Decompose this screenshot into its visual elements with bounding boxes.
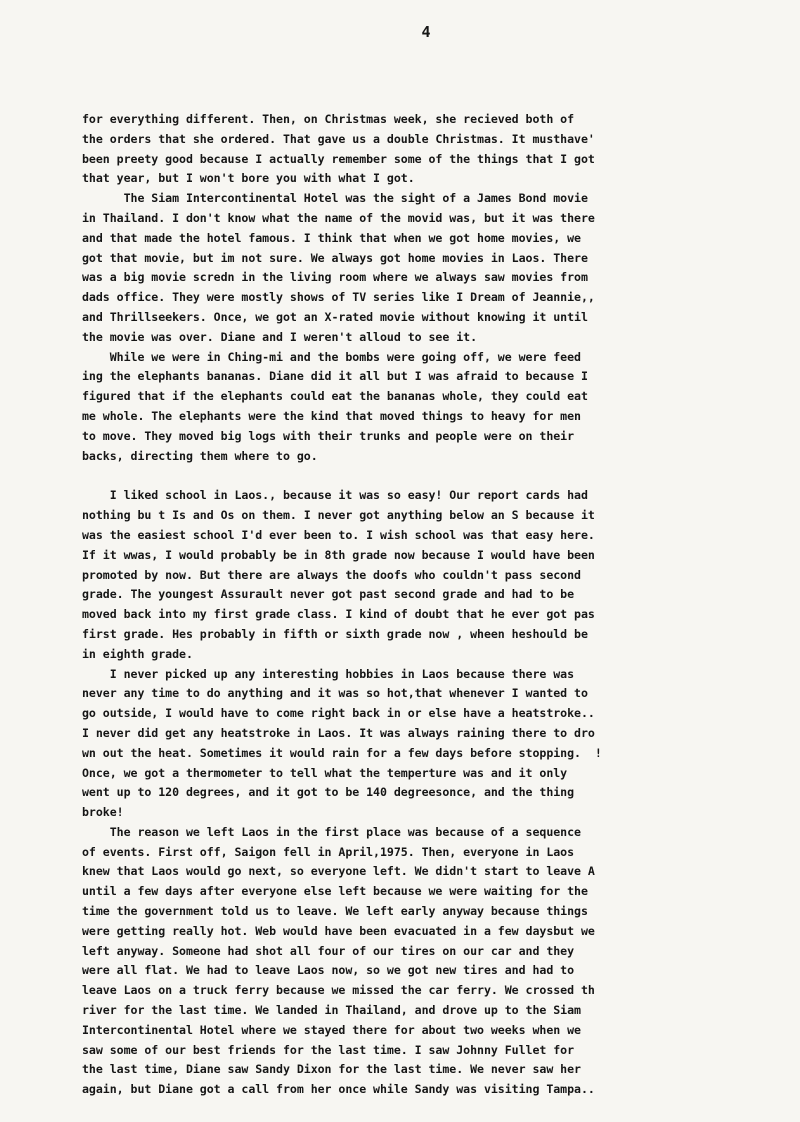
paragraph-school-in-laos: I liked school in Laos., because it was so easy! Our report cards had nothing bu t Is and Os on them. I never got anything below an S because it was the easiest school I'd ever been to. I wish school was that easy here. If it wwas, I would probably be in 8th grade now because I would have been promoted by now. But there are always the doofs who couldn't pass second grade. The youngest Assurault never got past second grade and had to be moved back into my first grade class. I kind of doubt that he ever got pas first grade. Hes probably in fifth or sixth grade now , wheen heshould be in eighth grade. (82, 488, 595, 661)
page-number: 4 (421, 23, 431, 41)
paragraph-siam-hotel-movies: The Siam Intercontinental Hotel was the sight of a James Bond movie in Thailand. I don't know what the name of the movid was, but it was there and that made the hotel famous. I think that when we got home movies, we got that movie, but im not sure. We always got home movies in Laos. There was a big movie scredn in the living room where we always saw movies from dads office. They were mostly shows of TV series like I Dream of Jeannie,, and Thrillseekers. Once, we got an X-rated movie without knowing it until the movie was over. Diane and I weren't alloud to see it. (82, 191, 595, 344)
paragraph-elephants: While we were in Ching-mi and the bombs were going off, we were feed ing the elephants bananas. Diane did it all but I was afraid to because I figured that if the elephants could eat the bananas whole, they could eat me whole. The elephants were the kind that moved things to heavy for men to move. They moved big logs with their trunks and people were on their backs, directing them where to go. (82, 349, 588, 463)
paragraph-leaving-laos: The reason we left Laos in the first place was because of a sequence of events. First off, Saigon fell in April,1975. Then, everyone in Laos knew that Laos would go next, so everyone left. We didn't start to leave A until a few days after everyone else left because we were waiting for the time the government told us to leave. We left early anyway because things were getting really hot. Web would have been evacuated in a few daysbut we left anyway. Someone had shot all four of our tires on our car and they were all flat. We had to leave Laos now, so we got new tires and had to leave Laos on a truck ferry because we missed the car ferry. We crossed th river for the last time. We landed in Thailand, and drove up to the Siam Intercontinental Hotel where we stayed there for about two weeks when we saw some of our best friends for the last time. I saw Johnny Fullet for the last time, Diane saw Sandy Dixon for the last time. We never saw her again, but Diane got a call from her once while Sandy was visiting Tampa.. (82, 824, 595, 1097)
paragraph-gap (82, 466, 760, 486)
paragraph-christmas: for everything different. Then, on Christmas week, she recieved both of the orders that she ordered. That gave us a double Christmas. It musthave' been preety good because I actually remember some of the things that I got that year, but I won't bore you with what I got. (82, 112, 595, 186)
paragraph-hobbies-heat: I never picked up any interesting hobbies in Laos because there was never any time to do anything and it was so hot,that whenever I wanted to go outside, I would have to come right back in or else have a heatstroke.. I never did get any heatstroke in Laos. It was always raining there to dro wn out the heat. Sometimes it would rain for a few days before stopping. ! Once, we got a thermometer to tell what the temperture was and it only went up to 120 degrees, and it got to be 140 degreesonce, and the thing broke! (82, 666, 602, 820)
